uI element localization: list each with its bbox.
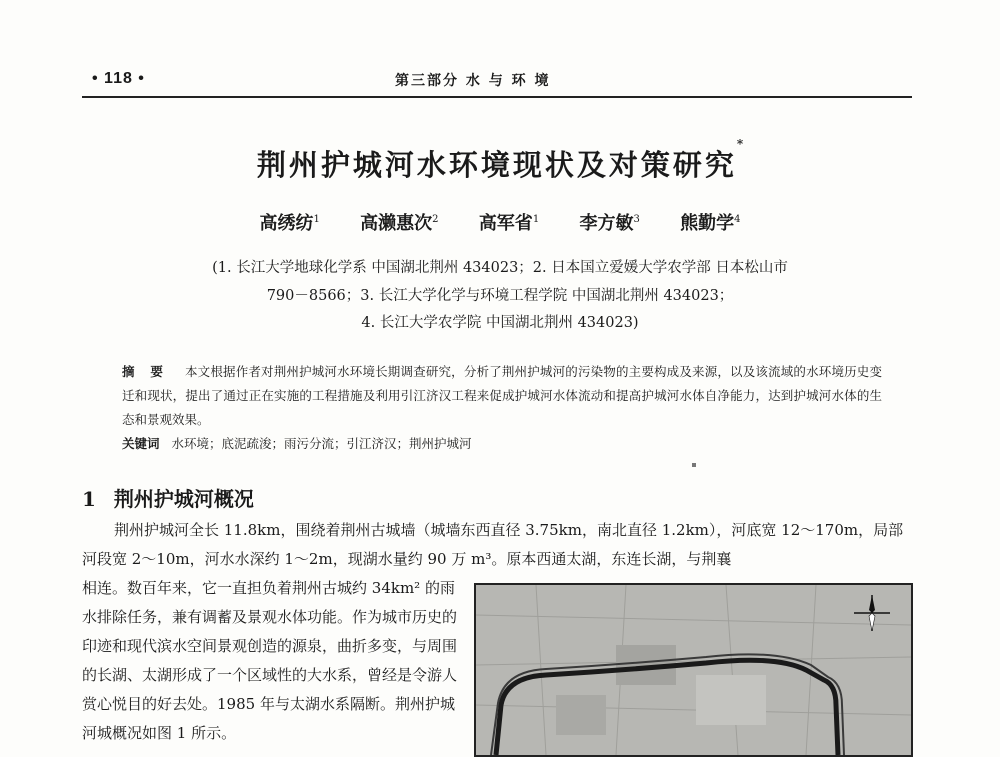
affiliation-line-2: 790－8566；3. 长江大学化学与环境工程学院 中国湖北荆州 434023； [266, 288, 734, 304]
abstract-label: 摘 要 [122, 365, 169, 379]
affiliation-line-3: 4. 长江大学农学院 中国湖北荆州 434023) [361, 315, 639, 331]
keywords-label: 关键词 [122, 437, 160, 451]
title-text: 荆州护城河水环境现状及对策研究 [256, 148, 737, 182]
keywords-text: 水环境；底泥疏浚；雨污分流；引江济汉；荆州护城河 [171, 436, 472, 451]
map-figure [474, 583, 913, 757]
author: 熊勤学$^4$ [680, 213, 741, 234]
page-number: • 118 • [92, 70, 145, 87]
section-heading [82, 483, 254, 512]
keywords [122, 434, 471, 452]
title-footnote-mark: * [736, 137, 744, 151]
body-paragraph-1: 荆州护城河全长 11.8km，围绕着荆州古城墙（城墙东西直径 3.75km，南北直径 1.2km），河底宽 12～170m，局部河段宽 2～10m，河水水深约 1～2m，现湖水量约 90 万 m³。原本西通太湖，东连长湖，与荆襄 [82, 521, 904, 568]
article-title [0, 137, 1000, 184]
running-head: 第三部分 水 与 环 境 [395, 73, 551, 89]
author: 高濑惠次$^2$ [360, 213, 439, 234]
header-rule [82, 96, 912, 98]
scan-speck [692, 463, 696, 467]
author: 高绣纺$^1$ [259, 213, 320, 234]
author: 高军省$^1$ [478, 213, 540, 234]
body-paragraph-2: 相连。数百年来，它一直担负着荆州古城约 34km² 的雨水排除任务，兼有调蓄及景观水体功能。作为城市历史的印迹和现代滨水空间景观创造的源泉，曲折多变，与周围的长湖、太湖形成了一个区域性的大水系，曾经是令游人赏心悦目的好去处。1985 年与太湖水系隔断。荆州护城河城概况如图 1 所示。 [82, 579, 458, 742]
abstract-text: 本文根据作者对荆州护城河水环境长期调查研究，分析了荆州护城河的污染物的主要构成及来源，以及该流域的水环境历史变迁和现状，提出了通过正在实施的工程措施及利用引江济汉工程来促成护城河水体流动和提高护城河水体自净能力，达到护城河水体的生态和景观效果。 [122, 364, 882, 427]
author-list [0, 209, 1000, 235]
map-image [476, 585, 911, 755]
section-number: 1 [82, 487, 96, 511]
section-title: 荆州护城河概况 [113, 487, 254, 511]
affiliation-line-1: (1. 长江大学地球化学系 中国湖北荆州 434023；2. 日本国立爱媛大学农学部 日本松山市 [212, 260, 788, 276]
abstract [122, 360, 882, 432]
author: 李方敏$^3$ [579, 213, 640, 234]
